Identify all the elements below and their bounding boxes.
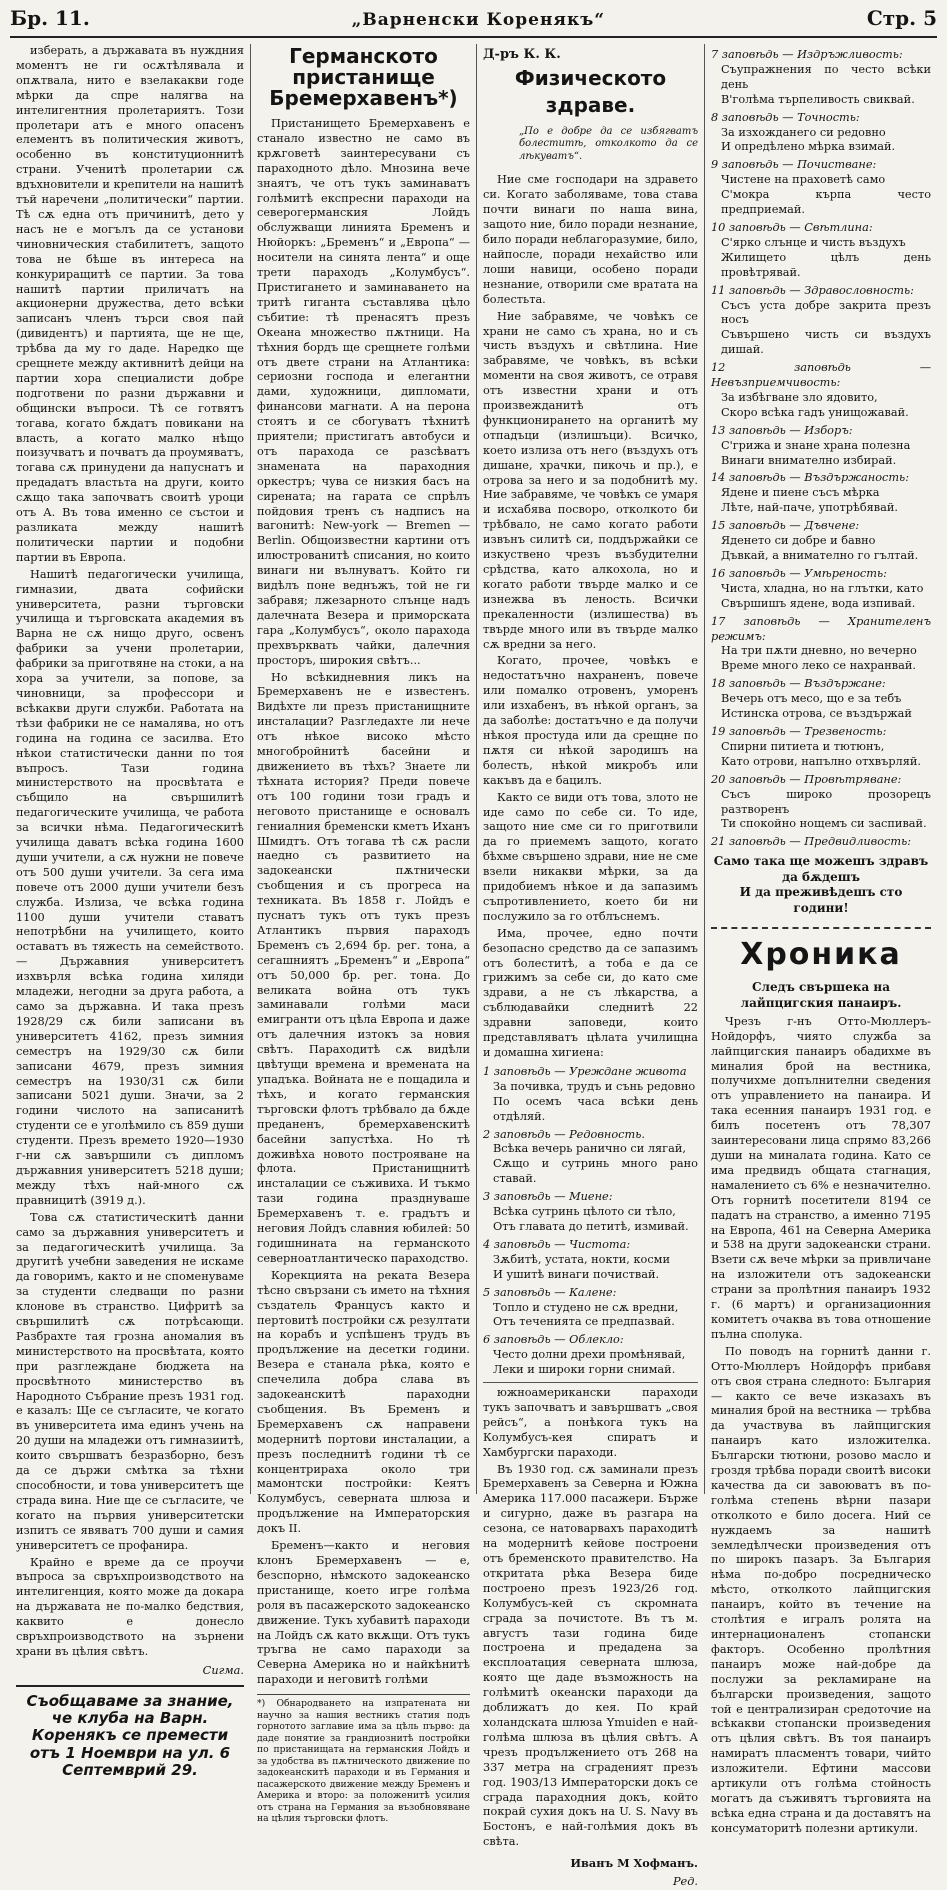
column-3 (476, 44, 704, 1889)
rule-line: Скоро всѣка гадъ унищожавай. (721, 405, 909, 419)
rule-item (711, 284, 931, 359)
rule-item (711, 677, 931, 722)
paragraph: южноамерикански параходи тукъ започватъ и завършватъ „своя рейсъ“, а понѣкога тукъ на Колумбусъ-кея спиратъ и Хамбургски параходи. (483, 1382, 698, 1461)
rule-item (711, 615, 931, 675)
rule-head: 5 заповѣдь — Калене: (483, 1285, 617, 1299)
article-title: Германското пристанище Бремерхавенъ*) (269, 44, 458, 110)
rule-head: 16 заповѣдь — Умѣреность: (711, 566, 887, 580)
rule-line: Съсъ уста добре закрита презъ носъ (721, 298, 931, 327)
rule-item (711, 158, 931, 218)
rule-item (711, 725, 931, 770)
footnote: *) Обнародването на изпратената ни научно за нашия вестникъ статия подъ горнотото заглавие има за цѣль първо: да даде понятие за грандиознитѣ постройки по пристанищата на германския Лойдъ и за удобства въ пѫтническото движение по задокеанскитѣ параходи и въ Германия и пасажерското движение между Бременъ и Америка и второ: за положенитѣ усилия отъ страна на Германия за възобновяване на цѣлия търговски флотъ. (257, 1694, 470, 1825)
rule-line: Често долни дрехи промѣнявай, (493, 1348, 686, 1362)
rule-line: Яденето си добре и бавно (721, 534, 876, 548)
health-rules-list (483, 1065, 698, 1378)
chronicle-subtitle: Следъ свършека на лайпцигския панаиръ. (740, 980, 902, 1011)
page-header (10, 6, 937, 38)
rule-line: Време много леко се нахранвай. (721, 659, 916, 673)
paragraph: По поводъ на горнитѣ данни г. Отто-Мюллеръ Нойдорфъ прибавя отъ своя страна следното: България — както се вече изказахъ въ миналия брой на вестника — трѣбва да участвува въ лайпцигския панаиръ като изложителка. Български тютюни, розово масло и гроздя трѣбва поради своитѣ високи качества да си завоюватъ въ по-голѣма степень вѣрни пазари отколкото е било досега. Ний се нуждаемъ за нашитѣ земледѣлчески произведения отъ по широкъ пазаръ. За България нѣма по-добро посредническо мѣсто, отколкото лайпцигския панаиръ, който въ течение на столѣтия е игралъ ролята на интернационаленъ стопански факторъ. Особенно пролѣтния панаиръ може най-добре да послужи за рекламиране на български произведения, защото той е централизиран средоточие на всѣкакви стопански произведения отъ цѣлия свѣтъ. Въ тоя панаиръ намиратъ пласментъ товари, чийто изложители. Ефтини массови артикули отъ голѣма стойность могатъ да съживятъ търговията на всѣка една страна и да доставятъ на консуматоритѣ полезни артикули. (711, 1344, 931, 1835)
rule-line: Лѣте, най-паче, употрѣбявай. (721, 501, 898, 515)
rule-line: Дъвкай, а внимателно го гълтай. (721, 549, 919, 562)
article-author: Д-ръ К. К. (483, 47, 561, 62)
signature: Иванъ М Хофманъ. (570, 1856, 698, 1871)
paragraph: Въ 1930 год. сѫ заминали презъ Бремерхавенъ за Северна и Южна Америка 117.000 пасажери. Бърже и сигурно, даже въ разгара на сезона, се натоварвахъ параходитѣ на модернитѣ кейове построени отъ бременското правителство. На откритата рѣка Везера биде построено презъ 1923/26 год. Колумбусъ-кей съ скромната сграда за почистоте. Въ тъ м. августъ тази година биде построена и предадена за експлоатация северната шлюза, която ще даде възможность на голѣмитѣ океански параходи да доближатъ до кея. По край холандската шлюза Ymuiden е най-голѣма шлюза въ цѣлия свѣтъ. А чрезъ продължението отъ 268 на 337 метра на сграденият презъ год. 1903/13 Императорски докъ се сграда параходния докъ, който покрай сухия докъ на U. S. Navy въ Бостонъ, е най-голѣмия докъ въ свѣта. (483, 1462, 698, 1849)
rule-head: 10 заповѣдь — Свѣтлина: (711, 220, 873, 234)
rule-head: 2 заповѣдь — Редовность. (483, 1127, 645, 1141)
rule-item (483, 1286, 698, 1331)
rule-line: С'мокра кърпа често предприемай. (721, 188, 931, 217)
rule-item (483, 1238, 698, 1283)
epigraph: „По е добре да се избягватъ болеститѣ, отколкото да се лѣкуватъ“. (519, 125, 698, 162)
rule-line: За почивка, трудъ и сънь редовно (493, 1079, 696, 1093)
paragraph: Нашитѣ педагогически училища, гимназии, двата софийски университета, разни търговски училища и търговската академия въ Варна не сѫ нищо друго, освенъ фабрики за учени пролетарии, фабрики за приготвяне на стоки, а на хора за учители, за попове, за чиновници, за профессори и всѣкакви други служби. Работата на тѣзи фабрики не се намалява, но отъ година на година се засилва. Ето нѣкои статистически данни по тоя въпросъ. Тази година министерството на просвѣтата е събщило на свършилитѣ педагогическите училища, че работа за всички нѣма. Педагогическитѣ училища даватъ всѣка година 1600 души учители, а сѫ нужни не повече отъ 500 души учители. За сега има повече отъ 2000 души учители безъ служба. Излиза, че всѣка година 1100 души учители ставатъ непотрѣбни на училището, които оставатъ въ тяжесть на семейството. — Държавния университетъ изхвърля всѣка година хиляди младежи, негодни за друга работа, а само за държавна. И така презъ 1928/29 сѫ били записани въ университетъ 4162, презъ зимния семестръ на 1929/30 сѫ били записани 4679, презъ зимния семестръ на 1930/31 сѫ били записани 5021 души. Значи, за 2 години числото на записанитѣ студенти се е уголѣмило съ 859 души студенти. Презъ времето 1920—1930 г-ни сѫ завършили съ дипломъ държавния университетъ 5218 души; между тѣхъ най-много сѫ правницитѣ (3919 д.). (16, 567, 244, 1207)
rule-line: Отъ теченията се предпазвай. (493, 1315, 675, 1329)
paragraph: Ние забравяме, че човѣкъ се храни не само съ храна, но и съ чисть въздухъ и свѣтлина. Ние забравяме, че човѣкъ, въ всѣки моменти на своя животъ, се отравя отъ известни храни и отъ произвежданитѣ отъ функционирането на органитѣ му отпадъци (излишъци). Всичко, което излиза отъ него (въздухъ отъ дишане, храчки, пикочь и пр.), е отрова за него и за подобнитѣ му. Ние забравяме, че човѣкъ се умаря и исхабява посворо, отколкото би трѣбвало, не само когато работи извънъ силитѣ си, поддържайки се изкуствено чрезъ възбудителни срѣдства, като алкохола, но и когато работи твърде малко и се изнежва въ леность. Всички прекаленности (излишества) въ твърде много или въ твърде малко сѫ вредни за него. (483, 309, 698, 651)
column-4 (704, 44, 937, 1835)
closing-line: И да преживѣдешъ сто години! (739, 885, 903, 915)
newspaper-title: „Варненски Коренякъ“ (351, 10, 606, 30)
rule-item (483, 1065, 698, 1125)
rule-head: 19 заповѣдь — Трезвеность: (711, 724, 887, 738)
health-rules-list-continued (711, 48, 931, 850)
rule-item (711, 221, 931, 281)
rule-head: 8 заповѣдь — Точность: (711, 110, 860, 124)
rule-line: Сѫщо и сутринь много рано ставай. (493, 1157, 698, 1186)
rule-line: Леки и широки горни снимай. (493, 1363, 676, 1377)
paragraph: Ние сме господари на здравето си. Когато заболяваме, това става почти винаги по наша вина, защото ние, било поради незнание, било поради неблагоразумие, било, найпосле, поради нехайство или лоши навици, особено поради незнание, отворили сме вратата на болестьта. (483, 173, 698, 306)
column-2 (250, 44, 476, 1825)
paragraph: Но всѣкидневния ликъ на Бремерхавенъ не е известенъ. Видѣхте ли презъ пристанищните инсталации? Разгледахте ли нече отъ нѣкое високо мѣсто многобройнитѣ басейни и движението въ тѣхъ? Знаете ли тѣхната история? Преди повече отъ 100 години този градъ и неговото пристанище е основалъ гениалния бременски кметъ Иханъ Шмидтъ. Отъ тогава тѣ сѫ расли наедно съ развитието на задокеански пѫтнически съобщения и съ прогреса на техниката. Въ 1858 г. Лойдъ е пуснатъ тукъ отъ тукъ презъ Атлантикъ първия параходъ Бременъ съ 2,694 бр. рег. тона, а сегашниятъ „Бременъ“ и „Европа“ отъ 50,000 бр. рег. тона. До великата война отъ тукъ заминавали голѣми маси емигранти отъ цѣла Европа и даже отъ далечния изтокъ за новия свѣтъ. Параходитѣ сѫ видѣли цвѣтущи времена и времената на упадъка. Войната не е пощадила и тѣхъ, и когато германския търговски флотъ трѣбвало да бѫде преданенъ, бремерхавенскитѣ басейни запустѣха. Но тѣ доживѣха новото построяване на флота. Пристанищнитѣ инсталации се съживиха. И тъкмо тази година празднуваше Бремерхавенъ т. е. градътъ и неговия Лойдъ славния юбилей: 50 годишнината на германското северноатлантическо параходство. (257, 670, 470, 1265)
rule-item (483, 1333, 698, 1378)
rule-line: Жилището цѣлъ день провѣтрявай. (721, 250, 931, 279)
rule-line: И ушитѣ винаги почиствай. (493, 1267, 660, 1281)
rule-line: Свършишъ ядене, вода изпивай. (721, 596, 916, 610)
rule-line: Чиста, хладна, но на глътки, като (721, 581, 924, 595)
rule-head: 14 заповѣдь — Въздържаность: (711, 471, 909, 485)
rule-line: Съсъ широко прозорецъ разтворенъ (721, 787, 931, 816)
rule-line: Чистене на праховетѣ само (721, 173, 886, 187)
rule-line: За изхожданего си редовно (721, 125, 886, 139)
column-1 (10, 44, 250, 1779)
paragraph: Когато, прочее, човѣкъ е недостатъчно нахраненъ, повече или помалко отровенъ, уморенъ или изхабенъ, въ нѣкой органъ, за да заболѣе: достатъчно е да получи нѣкоя простуда или да срещне по пѫтя си нѣкой зародишъ на болесть, нѣкой микробъ или какъвъ да е бацилъ. (483, 654, 698, 787)
paragraph: Крайно е време да се проучи въпроса за свръхпроизводството на интелигенция, която може да докара на държавата не по-малко бедствия, каквито е донесло свръхпроизводството на зърнени храни въ цѣлия свѣтъ. (16, 1555, 244, 1658)
rule-item (711, 361, 931, 421)
rule-head: 21 заповѣдь — Предвидливость: (711, 835, 912, 849)
rule-line: По осемъ часа всѣки день отдѣляй. (493, 1094, 698, 1123)
paragraph: Чрезъ г-нъ Отто-Мюллеръ-Нойдорфъ, чиято служба за лайпцигския панаиръ обадихме въ миналия брой на вестника, получихме допълнителни сведения отъ управлението на панаира. И така есенния панаиръ 1931 год. е билъ посетенъ отъ 78,307 заинтересовани лица спрямо 83,266 души на миналата година. Като се има предвидъ общата стагнация, намалението съ 6% е незначително. Отъ горнитѣ посетители 8194 се падатъ на странство, а именно 7195 на Европа, 461 на Северна Америка и 538 на други задокеански страни. Взети сѫ вече мѣрки за привличане на изложители отъ задокеански страни за пролѣтния панаиръ 1932 г. (6 мартъ) и организационния комитетъ очаква въ това отношение пълна сполука. (711, 1014, 931, 1341)
rule-line: За избѣгване зло ядовито, (721, 390, 878, 404)
rule-line: С'грижа и знане храна полезна (721, 438, 911, 452)
red-label: Ред. (672, 1875, 698, 1889)
rule-head: 3 заповѣдь — Миене: (483, 1190, 613, 1204)
rule-head: 6 заповѣдь — Облекло: (483, 1333, 624, 1347)
paragraph: Корекцията на реката Везера тѣсно свързани съ името на тѣхния създатель Францусъ както и пертовитѣ постройки сѫ резултати на корабъ и успѣшенъ трудъ въ продължение на десетки години. Везера е станала рѣка, която е спечелила добра слава въ задокеанскитѣ параходни съобщения. Въ Бременъ и Бремерхавенъ сѫ направени модернитѣ портови инсталации, а презъ последнитѣ години тѣ се концентрираха около три мамонтски постройки: Кеятъ Колумбусъ, северната шлюза и продължение на Императорския докъ II. (257, 1268, 470, 1536)
paragraph: изберать, а държавата въ нуждния моментъ не ги осѫтѣлявала и опѫтвала, нито е взелакакви годе мѣрки да спре налягва на интелигентния пролетариятъ. Този пролетари атъ е много опасенъ елементъ въ политическия животъ, особенно въ конституционнитѣ страни. Ученитѣ пролетарии сѫ вдъхновители и крепители на нашитѣ тъй наречени „политически“ партии. Тѣ сѫ една отъ причинитѣ, дето у насъ не е могълъ да се установи чиновническия стабилитетъ, защото това не бѣше въ интереса на конкуриращитѣ се партии. За това нашитѣ партии приличатъ на акционерни дружества, дето всѣки записанъ членъ търси своя пай (дивидентъ) и партията, ще не ще, трѣбва да му го даде. Наредко ще срещнете между активнитѣ дейци на партии хора специалисти добре подготвени по разни държавни и общински въпроси. Тѣ се готвятъ тогава, когато бѫдатъ повикани на власть, а когато малко нѣщо поизучватъ и почватъ да проумяватъ, тогава сѫ принудени да напуснатъ и предадатъ властьта на други, които сѫщо така започватъ своитѣ уроци отъ А. Въ това именно се състои и разликата между нашитѣ политически партии и подобни партии въ Европа. (16, 44, 244, 564)
rule-head: 1 заповѣдь — Уреждане живота (483, 1064, 687, 1078)
rule-line: С'ярко слънце и чисть въздухъ (721, 235, 906, 249)
paragraph: Това сѫ статистическитѣ данни само за държавния университетъ и за педагогическитѣ училища. За другитѣ учебни заведения не искаме да говоримъ, както и не споменуваме за студенти следващи по разни клонове въ странство. Цифритѣ за свършилитѣ сѫ потрѣсающи. Разбрахте тая грозна аномалия въ министерството на просвѣтата, която при разглеждане бюджета на просвѣтното министерство въ Народното Събрание презъ 1931 год. е казалъ: Ще се съгласите, че когато въ университета има единъ учень на 20 души на младежи отъ гимназиитѣ, които свършватъ безразборно, безъ да се държи смѣтка за тѣхни способности, и това университетъ ще страда вина. Ние ще се съгласите, че когато на първия университетски изпитъ се явяватъ 700 души и самия университетъ се профанира. (16, 1210, 244, 1552)
rule-item (711, 567, 931, 612)
chronicle-title: Хроника (711, 927, 931, 975)
rule-line: Съупражнения по често всѣки день (721, 62, 931, 91)
page-number: Стр. 5 (866, 6, 937, 30)
rule-item (711, 424, 931, 469)
rule-line: Ти спокойно нощемъ си заспивай. (721, 817, 927, 831)
rule-line: Всѣка сутринь цѣлото си тѣло, (493, 1205, 676, 1219)
issue-number: Бр. 11. (10, 6, 90, 30)
rule-line: Всѣка вечерь ранично си лягай, (493, 1142, 686, 1156)
rule-line: Истинска отрова, се въздържай (721, 707, 912, 721)
rule-line: И опредѣлено мѣрка взимай. (721, 140, 896, 154)
columns (10, 44, 937, 1889)
rule-head: 12 заповѣдь — Невъзприемчивость: (711, 361, 931, 390)
rule-line: Отъ главата до петитѣ, измивай. (493, 1219, 689, 1233)
rule-line: Съвършено чисть си въздухъ дишай. (721, 328, 931, 357)
rule-item (711, 48, 931, 108)
paragraph: Има, прочее, едно почти безопасно средство да се запазимъ отъ болеститѣ, а тоба е да се грижимъ за себе си, до като сме здрави, а не съ лѣкарства, а съблюдавайки следнитѣ 22 здравни заповеди, които представляватъ цѣлата училищна и домашна хигиена: (483, 926, 698, 1059)
paragraph: Пристанището Бремерхавенъ е станало известно не само въ крѫговетѣ заинтересувани съ параходното дѣло. Мнозина вече знаятъ, че отъ тукъ заминаватъ голѣмитѣ експресни параходи на северогерманския Лойдъ обслужващи линията Бременъ и Нюйоркъ: „Бременъ“ и „Европа“ — носители на синята лента“ и още трети параходъ „Колумбусъ“. Пристигането и заминаването на тритѣ гиганта съставлява цѣло събитие: тѣ пренасятъ презъ Океана множество пѫтници. На тѣхния бордъ ще срещнете голѣми отъ двете страни на Атлантика: сериозни господа и елегантни дами, художници, дипломати, финансови магнати. А на перона стоятъ и се сбогуватъ тѣхнитѣ приятели; пристигатъ автобуси и отъ парахода се разсѣватъ знамената на параходния оркестръ; чува се низкия басъ на сирената; на гарата се спрѣлъ пойдовия тренъ съ надписъ на вагонитѣ: New-york — Bremen — Berlin. Общоизвестни картини отъ илюстрованитѣ списания, но които винаги ни вълнуватъ. Който ги видѣлъ поне веднъжъ, той не ги забравя; лжезарното слънце надъ далечната Везера и приморската гара „Колумбусъ“, около парахода прехвърквать чайки, далечния просторъ, широкия свѣтъ... (257, 117, 470, 667)
rule-line: Ядене и пиене съсъ мѣрка (721, 486, 880, 500)
paragraph: Бременъ—както и неговия клонъ Бремерхавенъ — е, безспорно, нѣмското задокеанско пристанище, което игре голѣма роля въ пасажерското задокеанско движение. Тукъ хубавитѣ параходи на Лойдъ сѫ като вкѫщи. Отъ тукъ тръгва не само параходи за Северна Америка но и найкѣнитѣ параходи и неговитѣ голѣми (257, 1539, 470, 1687)
rule-item (711, 519, 931, 564)
rule-head: 18 заповѣдь — Въздържане: (711, 677, 886, 691)
rule-head: 15 заповѣдь — Дъвчене: (711, 519, 860, 533)
closing-verse (711, 854, 931, 916)
closing-line: Само така ще можешъ здравъ да бѫдешъ (713, 854, 929, 884)
rule-head: 13 заповѣдь — Изборъ: (711, 423, 853, 437)
rule-line: Винаги внимателно избирай. (721, 453, 897, 467)
rule-item (711, 111, 931, 156)
paragraph: Както се види отъ това, злото не иде само по себе си. То иде, защото ние сме си го приготвили да го приемемъ защото, когато бѣхме свършено здрави, ние не сме взели никакви мѣрки, за да придобиемъ нѣкое и да запазимъ съпротивлението, което би ни послужило за го отблъснемъ. (483, 790, 698, 923)
rule-head: 4 заповѣдь — Чистота: (483, 1237, 631, 1251)
rule-line: Зѫбитѣ, устата, нокти, косми (493, 1252, 670, 1266)
rule-head: 9 заповѣдь — Почистване: (711, 158, 877, 172)
rule-line: Вечерь отъ месо, що е за тебъ (721, 692, 902, 706)
rule-line: В'голѣма търпеливость свиквай. (721, 92, 915, 106)
rule-line: Спирни питиета и тютюнъ, (721, 739, 885, 753)
rule-head: 7 заповѣдь — Издръжливость: (711, 48, 903, 61)
rule-line: Като отрови, напълно отхвърляй. (721, 754, 921, 768)
signature: Сигма. (202, 1663, 244, 1677)
rule-item (483, 1190, 698, 1235)
rule-line: На три пѫти дневно, но вечерно (721, 644, 917, 658)
club-notice: Съобщаваме за знание, че клуба на Варн. Коренякъ се премести отъ 1 Ноември на ул. 6 Септемврий 29. (16, 1685, 244, 1779)
rule-head: 11 заповѣдь — Здравословность: (711, 283, 914, 297)
rule-item (711, 773, 931, 833)
rule-item (711, 471, 931, 516)
rule-head: 17 заповѣдь — Хранителенъ режимъ: (711, 614, 931, 643)
rule-item (711, 835, 931, 850)
article-title: Физическото здраве. (514, 66, 667, 117)
rule-line: Топло и студено не сѫ вредни, (493, 1300, 679, 1314)
rule-head: 20 заповѣдь — Провѣтряване: (711, 772, 902, 786)
rule-item (483, 1128, 698, 1188)
